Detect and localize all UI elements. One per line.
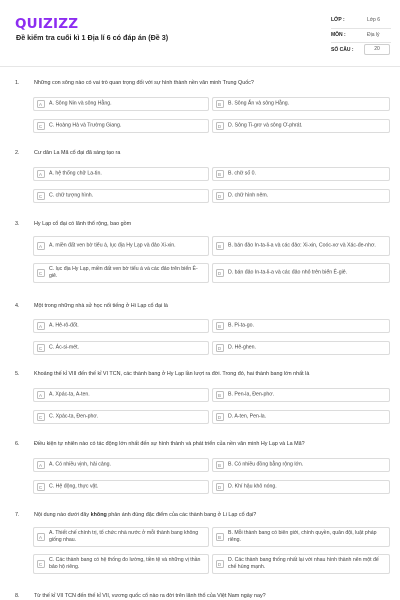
header-divider xyxy=(0,66,400,67)
option-letter: B xyxy=(216,391,224,399)
question-text-part: Nội dung nào dưới đây xyxy=(34,512,91,518)
meta-subject xyxy=(331,29,391,41)
option-text: B. chữ số 0. xyxy=(228,170,256,177)
option-letter: D xyxy=(216,483,224,491)
option-letter: C xyxy=(37,560,45,568)
option-letter: A xyxy=(37,533,45,541)
question-number: 6. xyxy=(15,441,20,447)
meta-count xyxy=(331,44,391,56)
option-b[interactable] xyxy=(212,319,390,333)
meta-subject-value: Địa lý xyxy=(367,32,380,38)
option-c[interactable] xyxy=(33,189,209,203)
question-number: 4. xyxy=(15,303,20,309)
option-letter: B xyxy=(216,242,224,250)
option-letter: B xyxy=(216,100,224,108)
option-c[interactable] xyxy=(33,341,209,355)
option-text: C. chữ tượng hình. xyxy=(49,192,94,199)
option-b[interactable] xyxy=(212,236,390,256)
option-text: D. Các thành bang thống nhất lại với nhau hình thành nên một đế chế hùng mạnh. xyxy=(228,557,379,570)
option-letter: A xyxy=(37,322,45,330)
option-letter: B xyxy=(216,322,224,330)
meta-divider xyxy=(331,42,391,43)
option-a[interactable] xyxy=(33,458,209,472)
option-d[interactable] xyxy=(212,480,390,494)
option-letter: D xyxy=(216,413,224,421)
option-b[interactable] xyxy=(212,97,390,111)
option-text: C. lục địa Hy Lạp, miền đất ven bờ tiểu á và các đảo trên biển Ê-giê. xyxy=(49,266,198,279)
option-letter: A xyxy=(37,242,45,250)
header xyxy=(0,0,400,66)
question-text: Điều kiện tự nhiên nào có tác động lớn nhất đến sự hình thành và phát triển của nền văn minh Hy Lạp và La Mã? xyxy=(34,441,305,447)
option-b[interactable] xyxy=(212,527,390,547)
option-letter: D xyxy=(216,344,224,352)
question-text: Hy Lạp cổ đại có lãnh thổ rộng, bao gồm xyxy=(34,221,132,227)
quizizz-logo[interactable]: QUIZIZZ xyxy=(15,16,79,32)
option-d[interactable] xyxy=(212,554,390,574)
option-b[interactable] xyxy=(212,388,390,402)
option-text: A. Hê-rô-đốt. xyxy=(49,322,79,329)
option-text: D. Sông Ti-grơ và sông Ơ-phrát. xyxy=(228,122,303,129)
question-number: 3. xyxy=(15,221,20,227)
option-c[interactable] xyxy=(33,554,209,574)
question-text: Những con sông nào có vai trò quan trọng đối với sự hình thành nền văn minh Trung Quốc? xyxy=(34,80,254,86)
option-a[interactable] xyxy=(33,388,209,402)
question-number: 5. xyxy=(15,371,20,377)
option-text: D. A-ten, Pen-la. xyxy=(228,413,267,420)
option-letter: A xyxy=(37,170,45,178)
option-letter: C xyxy=(37,122,45,130)
option-text: B. Mỗi thành bang có biên giới, chính quyền, quân đội, luật pháp riêng. xyxy=(228,530,377,543)
question-number: 2. xyxy=(15,150,20,156)
option-letter: C xyxy=(37,192,45,200)
question-text: Khoảng thế kỉ VIII đến thế kỉ VI TCN, các thành bang ở Hy Lạp lần lượt ra đời. Trong đó, hai thành bang lớn nhất là xyxy=(34,371,310,377)
option-c[interactable] xyxy=(33,410,209,424)
question-text: Cư dân La Mã cổ đại đã sáng tạo ra xyxy=(34,150,121,156)
meta-class-value: Lớp 6 xyxy=(367,17,381,23)
meta-count-value: 20 xyxy=(364,44,390,55)
question-number: 1. xyxy=(15,80,20,86)
question-text-emphasis: không xyxy=(90,512,107,518)
question-text: Một trong những nhà sử học nổi tiếng ở Hi Lạp cổ đại là xyxy=(34,303,168,309)
meta-class xyxy=(331,14,391,26)
option-b[interactable] xyxy=(212,458,390,472)
option-letter: A xyxy=(37,100,45,108)
option-c[interactable] xyxy=(33,480,209,494)
option-d[interactable] xyxy=(212,263,390,283)
question-number: 7. xyxy=(15,512,20,518)
question-text xyxy=(34,512,384,519)
option-letter: B xyxy=(216,170,224,178)
option-text: C. Hệ động, thực vật. xyxy=(49,483,99,490)
option-text: C. Ác-si-mét. xyxy=(49,344,79,351)
option-a[interactable] xyxy=(33,527,209,547)
option-text: A. miền đất ven bờ tiểu á, lục địa Hy Lạp và đảo Xi-xin. xyxy=(49,242,176,249)
option-d[interactable] xyxy=(212,341,390,355)
page-title: Đề kiểm tra cuối kì 1 Địa lí 6 có đáp án (Đề 3) xyxy=(16,33,169,42)
option-text: A. Sông Nin và sông Hằng. xyxy=(49,100,112,107)
option-letter: D xyxy=(216,560,224,568)
option-letter: D xyxy=(216,192,224,200)
option-a[interactable] xyxy=(33,167,209,181)
option-text: A. Thiết chế chính trị, tổ chức nhà nước ở mỗi thành bang không giống nhau. xyxy=(49,530,199,543)
option-letter: D xyxy=(216,269,224,277)
meta-count-key: SỐ CÂU : xyxy=(331,47,354,53)
question-text-part: phản ánh đúng đặc điểm của các thành bang ở Li Lạp cổ đại? xyxy=(106,512,257,518)
option-text: C. Các thành bang có hệ thống đo lường, tiền tệ và những vị thần bảo hộ riêng. xyxy=(49,557,201,570)
option-text: B. Pen-la, Đen-phơ. xyxy=(228,391,275,398)
option-text: A. Xpác-ta, A-ten. xyxy=(49,391,90,398)
option-text: D. Khí hậu khô nóng. xyxy=(228,483,277,490)
option-c[interactable] xyxy=(33,119,209,133)
option-d[interactable] xyxy=(212,189,390,203)
option-text: C. Xpác-ta, Đen-phơ. xyxy=(49,413,99,420)
question-text: Từ thế kỉ VII TCN đến thế kỉ VII, vương quốc cổ nào ra đời trên lãnh thổ của Việt Nam ngày nay? xyxy=(34,593,266,599)
option-text: B. Có nhiều đồng bằng rộng lớn. xyxy=(228,461,304,468)
meta-class-key: LỚP : xyxy=(331,17,345,23)
option-letter: A xyxy=(37,461,45,469)
option-text: A. Có nhiều vịnh, hải cảng. xyxy=(49,461,112,468)
option-letter: C xyxy=(37,413,45,421)
option-letter: D xyxy=(216,122,224,130)
question-number: 8. xyxy=(15,593,20,599)
option-text: C. Hoàng Hà và Trường Giang. xyxy=(49,122,122,129)
option-text: D. bán đảo In-ta-li-a và các đảo nhỏ trên biển Ê-giê. xyxy=(228,269,348,276)
option-letter: C xyxy=(37,269,45,277)
option-letter: B xyxy=(216,461,224,469)
option-text: B. Pi-ta-go. xyxy=(228,322,254,329)
option-letter: A xyxy=(37,391,45,399)
option-a[interactable] xyxy=(33,319,209,333)
option-b[interactable] xyxy=(212,167,390,181)
option-letter: C xyxy=(37,483,45,491)
option-text: B. Sông Ấn và sông Hằng. xyxy=(228,100,290,107)
option-a[interactable] xyxy=(33,236,209,256)
option-d[interactable] xyxy=(212,410,390,424)
option-letter: C xyxy=(37,344,45,352)
meta-subject-key: MÔN : xyxy=(331,32,346,38)
option-letter: B xyxy=(216,533,224,541)
option-c[interactable] xyxy=(33,263,209,283)
option-text: A. hệ thống chữ La-tin. xyxy=(49,170,102,177)
option-d[interactable] xyxy=(212,119,390,133)
option-a[interactable] xyxy=(33,97,209,111)
option-text: B. bán đảo In-ta-li-a và các đảo: Xi-xin, Coóc-xơ và Xác-đe-nhơ. xyxy=(228,242,376,249)
option-text: D. chữ hình nêm. xyxy=(228,192,269,199)
option-text: D. Hê-ghen. xyxy=(228,344,256,351)
